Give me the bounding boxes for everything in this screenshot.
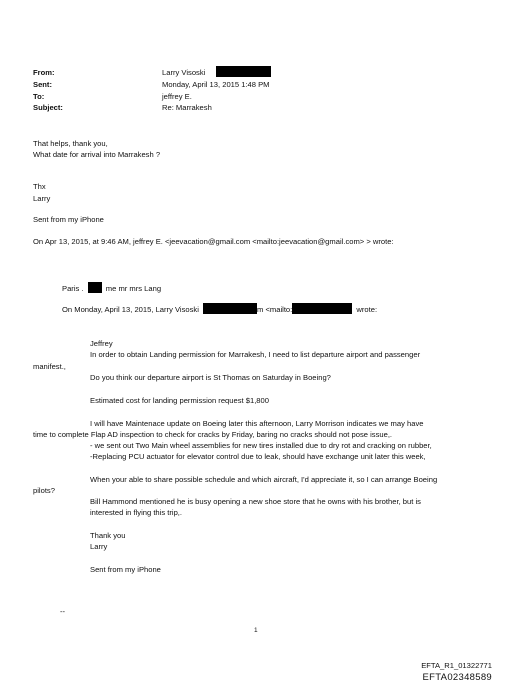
closing-larry: Larry [90,542,108,551]
from-value: Larry Visoski [162,68,206,77]
signature-larry: Larry [33,194,51,203]
subject-value: Re: Marrakesh [162,103,212,112]
paragraph-5a: When your able to share possible schedule and which aircraft, I'd appreciate it, so I can arrange Boeing [90,475,438,484]
sent-from-iphone-2: Sent from my iPhone [90,565,161,574]
subject-label: Subject: [33,103,63,112]
closing-thank-you: Thank you [90,531,126,540]
paris-line [62,282,161,293]
from-label: From: [33,68,55,77]
monday-text-post: wrote: [356,305,378,314]
signature-dashes: -- [60,607,66,616]
paragraph-3: Estimated cost for landing permission request $1,800 [90,396,269,405]
page-number: 1 [254,627,258,634]
quote-header: On Apr 13, 2015, at 9:46 AM, jeffrey E. <jeevacation@gmail.com <mailto:jeevacation@gmail.com> > wrote: [33,237,394,246]
redaction-box [203,303,257,314]
sent-label: Sent: [33,80,52,89]
paragraph-5b: pilots? [33,486,55,495]
reply-line-2: What date for arrival into Marrakesh ? [33,150,161,159]
paragraph-4c: - we sent out Two Main wheel assemblies for new tires installed due to dry rot and cracking on rubber, [90,441,432,450]
sent-value: Monday, April 13, 2015 1:48 PM [162,80,270,89]
paragraph-4b: time to complete Flap AD inspection to check for cracks by Friday, baring no cracks should not pose issue,. [33,430,393,439]
paragraph-6a: Bill Hammond mentioned he is busy opening a new shoe store that he owns with his brother, but is [90,497,421,506]
sent-from-iphone: Sent from my iPhone [33,215,104,224]
paragraph-1b: manifest., [33,362,66,371]
paris-text-post: me mr mrs Lang [105,284,162,293]
salutation-jeffrey: Jeffrey [90,339,113,348]
footer-id-1: EFTA_R1_01322771 [421,661,492,670]
redaction-box [216,66,271,77]
paragraph-1a: In order to obtain Landing permission for Marrakesh, I need to list departure airport and passenger [90,350,421,359]
monday-text-pre: On Monday, April 13, 2015, Larry Visoski [62,305,199,314]
redaction-box [88,282,102,293]
to-value: jeffrey E. [162,92,192,101]
paragraph-6b: interested in flying this trip,. [90,508,183,517]
paragraph-4d: -Replacing PCU actuator for elevator control due to leak, should have exchange unit later this week, [90,452,426,461]
paragraph-4a: I will have Maintenace update on Boeing later this afternoon, Larry Morrison indicates we may have [90,419,424,428]
monday-quote-line [62,303,377,314]
paris-text-pre: Paris . [62,284,84,293]
to-label: To: [33,92,45,101]
redaction-box [292,303,352,314]
reply-line-1: That helps, thank you, [33,139,108,148]
footer-id-2: EFTA02348589 [422,672,492,683]
monday-text-mid: m <mailto: [257,305,293,314]
paragraph-2: Do you think our departure airport is St Thomas on Saturday in Boeing? [90,373,331,382]
thx-text: Thx [33,182,46,191]
